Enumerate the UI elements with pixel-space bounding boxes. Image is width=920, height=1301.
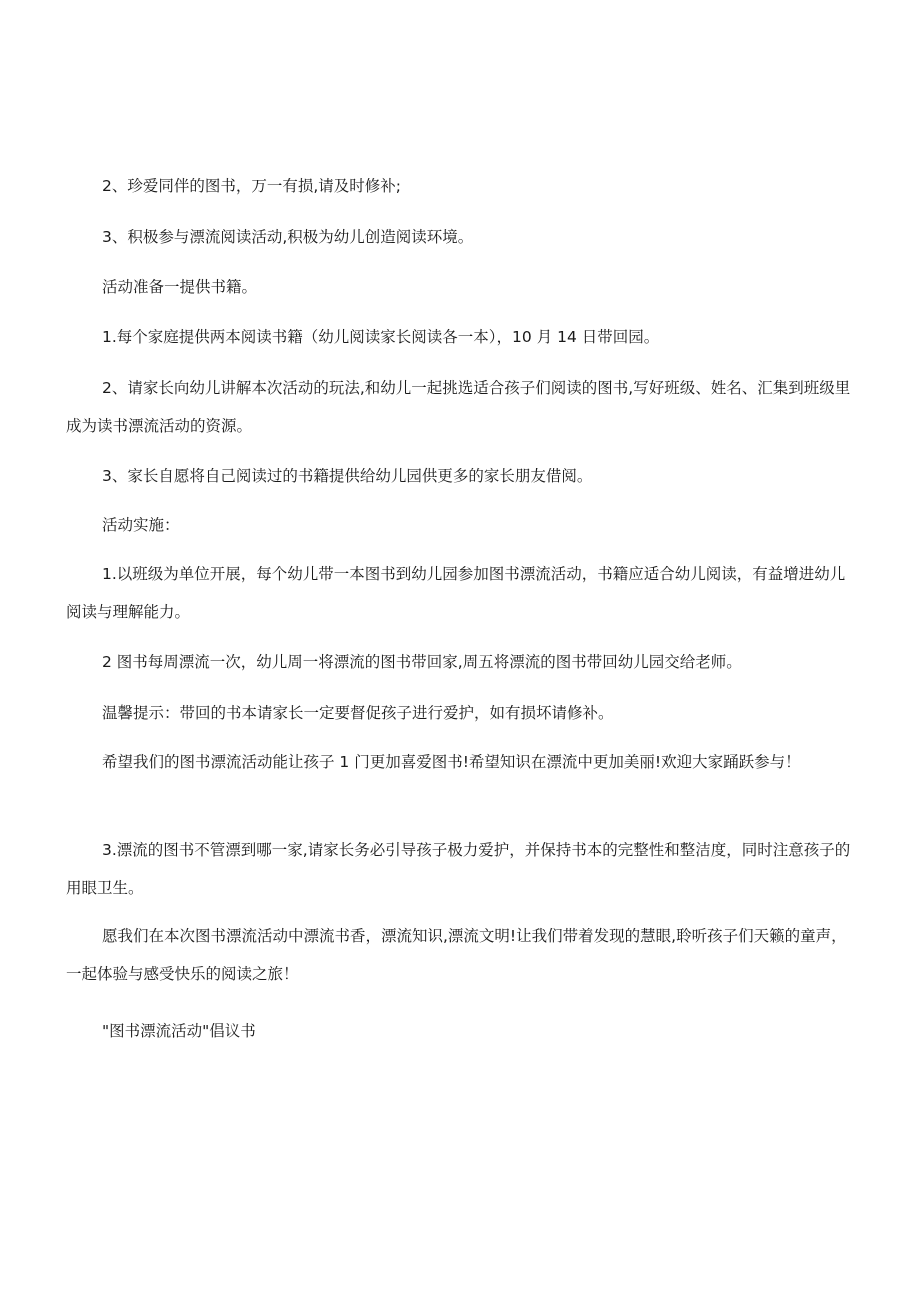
paragraph: 2、请家长向幼儿讲解本次活动的玩法,和幼儿一起挑选适合孩子们阅读的图书,写好班级、姓名、汇集到班级里成为读书漂流活动的资源。 xyxy=(66,379,851,435)
paragraph: 希望我们的图书漂流活动能让孩子 1 门更加喜爱图书!希望知识在漂流中更加美丽!欢迎大家踊跃参与！ xyxy=(102,753,801,771)
closing-title: "图书漂流活动"倡议书 xyxy=(102,1022,256,1040)
paragraph: 1.每个家庭提供两本阅读书籍（幼儿阅读家长阅读各一本），10 月 14 日带回园。 xyxy=(102,328,660,346)
paragraph: 2、珍爱同伴的图书，万一有损,请及时修补; xyxy=(102,177,402,195)
paragraph: 2 图书每周漂流一次，幼儿周一将漂流的图书带回家,周五将漂流的图书带回幼儿园交给老师。 xyxy=(102,653,742,671)
paragraph: 3.漂流的图书不管漂到哪一家,请家长务必引导孩子极力爱护，并保持书本的完整性和整洁度，同时注意孩子的用眼卫生。 xyxy=(66,841,851,897)
paragraph: 3、家长自愿将自己阅读过的书籍提供给幼儿园供更多的家长朋友借阅。 xyxy=(102,467,593,485)
paragraph: 温馨提示：带回的书本请家长一定要督促孩子进行爱护，如有损坏请修补。 xyxy=(102,704,614,722)
paragraph: 活动实施： xyxy=(102,516,180,534)
paragraph: 3、积极参与漂流阅读活动,积极为幼儿创造阅读环境。 xyxy=(102,228,474,246)
paragraph: 活动准备一提供书籍。 xyxy=(102,278,258,296)
paragraph: 1.以班级为单位开展，每个幼儿带一本图书到幼儿园参加图书漂流活动，书籍应适合幼儿阅读，有益增进幼儿阅读与理解能力。 xyxy=(66,565,846,621)
paragraph: 愿我们在本次图书漂流活动中漂流书香，漂流知识,漂流文明!让我们带着发现的慧眼,聆听孩子们天籁的童声，一起体验与感受快乐的阅读之旅！ xyxy=(66,927,847,983)
